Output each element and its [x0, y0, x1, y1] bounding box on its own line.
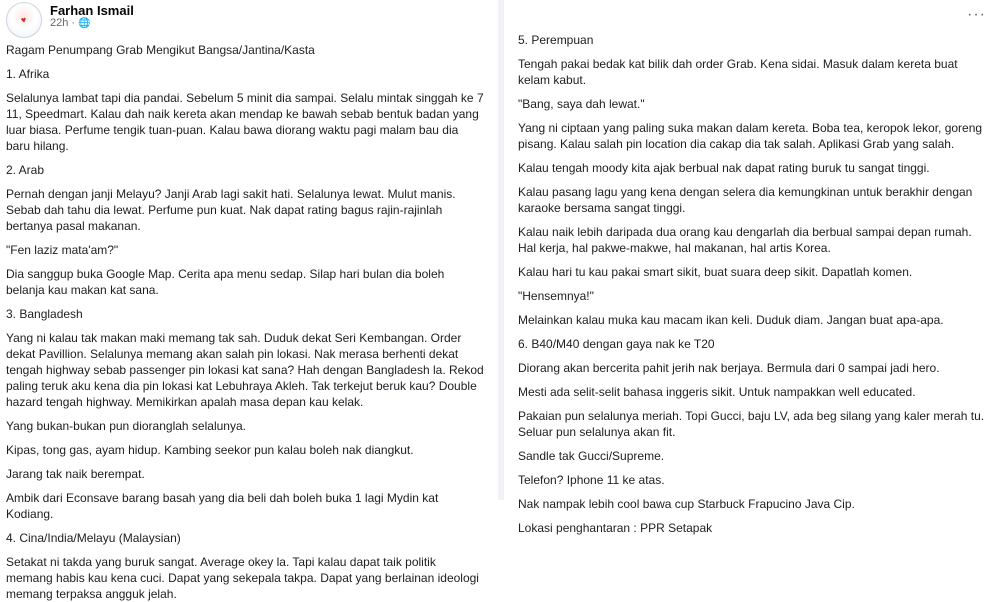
post-meta — [50, 2, 134, 30]
post-right-column — [498, 0, 1000, 535]
post-paragraph: 3. Bangladesh — [6, 307, 83, 321]
post-subline: 22h · 🌐 — [50, 17, 91, 29]
post-paragraph: Yang ni kalau tak makan maki memang tak sah. Duduk dekat Seri Kembangan. Order dekat Pavillion. Selalunya memang akan salah pin lokasi. Nak merasa berhenti dekat tengah highway sebab passenger pin lokasi kat sana? Hah dengan Bangladesh la. Rekod paling teruk aku kena dia pin lokasi kat Lebuhraya Akleh. Tak terkejut beruk kau? Double hazard tengah highway. Memikirkan apalah masa depan kau kelak. — [6, 331, 484, 409]
post-paragraph: Sandle tak Gucci/Supreme. — [518, 449, 665, 463]
post-paragraph: 2. Arab — [6, 163, 45, 177]
post-paragraph: Dia sanggup buka Google Map. Cerita apa menu sedap. Silap hari bulan dia boleh belanja kau makan kat sana. — [6, 267, 445, 297]
post-paragraph: Setakat ni takda yang buruk sangat. Average okey la. Tapi kalau dapat taik politik memang habis kau kena cuci. Dapat yang sekepala takpa. Dapat yang berlainan ideologi memang terpaksa angguk jelah. — [6, 555, 479, 601]
post-paragraph: 5. Perempuan — [518, 33, 594, 47]
post-paragraph: Kalau naik lebih daripada dua orang kau dengarlah dia berbual sampai depan rumah. Hal kerja, hal pakwe-makwe, hal makanan, hal artis Korea. — [518, 225, 972, 255]
globe-icon: 🌐 — [78, 18, 91, 29]
post-paragraph: Ragam Penumpang Grab Mengikut Bangsa/Jantina/Kasta — [6, 43, 315, 57]
more-options-icon[interactable]: ··· — [967, 6, 986, 23]
post-left-column — [0, 0, 492, 601]
post-paragraph: Kalau pasang lagu yang kena dengan selera dia kemungkinan untuk berakhir dengan karaoke bersama sangat tinggi. — [518, 185, 973, 215]
post-paragraph: Lokasi penghantaran : PPR Setapak — [518, 521, 713, 535]
avatar-heart-icon: ♥ — [20, 14, 28, 26]
post-paragraph: "Hensemnya!" — [518, 289, 594, 303]
post-paragraph: Yang ni ciptaan yang paling suka makan dalam kereta. Boba tea, keropok lekor, goreng pisang. Kalau salah pin location dia cakap dia tak salah. Aplikasi Grab yang salah. — [518, 121, 983, 151]
post-paragraph: Yang bukan-bukan pun dioranglah selalunya. — [6, 419, 246, 433]
post-paragraph: Ambik dari Econsave barang basah yang dia beli dah boleh buka 1 lagi Mydin kat Kodiang. — [6, 491, 439, 521]
post-body-right — [518, 32, 990, 536]
post-paragraph: Kipas, tong gas, ayam hidup. Kambing seekor pun kalau boleh nak diangkut. — [6, 443, 414, 457]
post-header — [6, 0, 484, 42]
post-paragraph: Jarang tak naik berempat. — [6, 467, 145, 481]
post-paragraph: Kalau tengah moody kita ajak berbual nak dapat rating buruk tu sangat tinggi. — [518, 161, 930, 175]
post-paragraph: Mesti ada selit-selit bahasa inggeris sikit. Untuk nampakkan well educated. — [518, 385, 916, 399]
post-paragraph: "Fen laziz mata'am?" — [6, 243, 119, 257]
post-paragraph: Tengah pakai bedak kat bilik dah order Grab. Kena sidai. Masuk dalam kereta buat kelam kabut. — [518, 57, 958, 87]
post-paragraph: Diorang akan bercerita pahit jerih nak berjaya. Bermula dari 0 sampai jadi hero. — [518, 361, 940, 375]
post-body-left — [6, 42, 484, 602]
post-paragraph: Telefon? Iphone 11 ke atas. — [518, 473, 665, 487]
post-paragraph: Melainkan kalau muka kau macam ikan keli. Duduk diam. Jangan buat apa-apa. — [518, 313, 944, 327]
post-paragraph: Pernah dengan janji Melayu? Janji Arab lagi sakit hati. Selalunya lewat. Mulut manis. Sebab dah tahu dia lewat. Perfume pun kuat. Nak dapat rating bagus rajin-rajinlah bertanya pasal makanan. — [6, 187, 456, 233]
post-paragraph: 1. Afrika — [6, 67, 50, 81]
post-paragraph: Nak nampak lebih cool bawa cup Starbuck Frapucino Java Cip. — [518, 497, 855, 511]
post-paragraph: 4. Cina/India/Melayu (Malaysian) — [6, 531, 181, 545]
post-paragraph: Selalunya lambat tapi dia pandai. Sebelum 5 minit dia sampai. Selalu mintak singgah ke 7 11, Speedmart. Kalau dah naik kereta akan mendap ke bawah sebab bentuk badan yang luar biasa. Perfume tengik tuan-puan. Kalau bawa diorang waktu pagi malam bau dia baru hilang. — [6, 91, 484, 153]
post-paragraph: "Bang, saya dah lewat." — [518, 97, 645, 111]
post-paragraph: Kalau hari tu kau pakai smart sikit, buat suara deep sikit. Dapatlah komen. — [518, 265, 913, 279]
author-name[interactable]: Farhan Ismail — [50, 3, 134, 18]
post-paragraph: Pakaian pun selalunya meriah. Topi Gucci, baju LV, ada beg silang yang kaler merah tu. Seluar pun selalunya akan fit. — [518, 409, 985, 439]
avatar[interactable] — [6, 2, 42, 38]
post-time[interactable]: 22h — [50, 17, 69, 29]
post-paragraph: 6. B40/M40 dengan gaya nak ke T20 — [518, 337, 715, 351]
